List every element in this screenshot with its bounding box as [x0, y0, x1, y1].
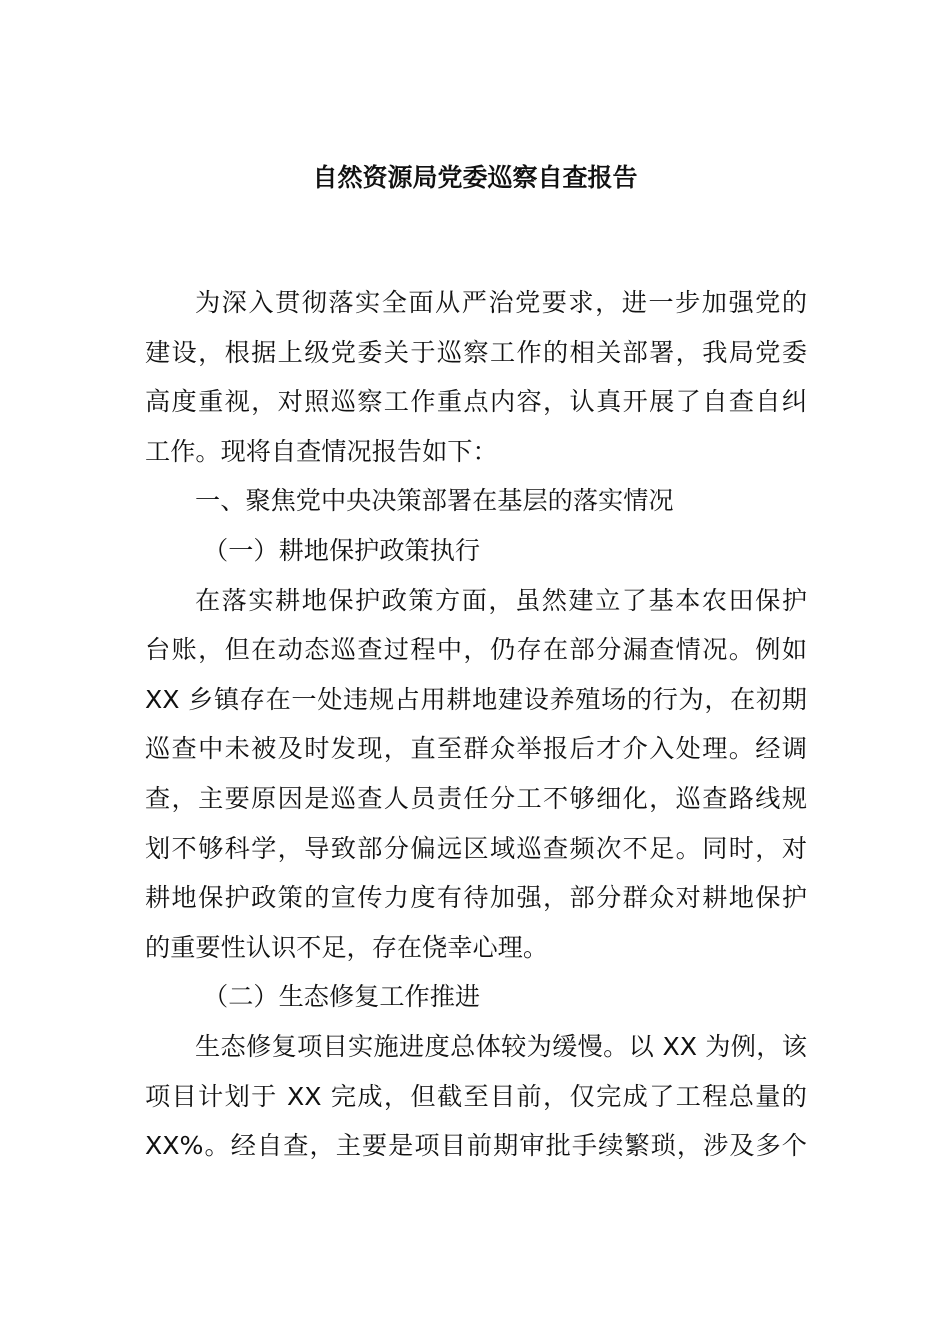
paragraph-line: 在落实耕地保护政策方面，虽然建立了基本农田保护: [195, 585, 807, 615]
paragraph-line: 耕地保护政策的宣传力度有待加强，部分群众对耕地保护: [145, 883, 807, 913]
paragraph-line: 建设，根据上级党委关于巡察工作的相关部署，我局党委: [145, 337, 807, 367]
document-body: [145, 278, 807, 1171]
paragraph-line: 为深入贯彻落实全面从严治党要求，进一步加强党的: [195, 288, 807, 317]
subsection-heading: （二）生态修复工作推进: [203, 982, 481, 1012]
paragraph-line: 的重要性认识不足，存在侥幸心理。: [145, 932, 548, 962]
paragraph-line: 项目计划于 XX 完成，但截至目前，仅完成了工程总量的: [145, 1081, 807, 1111]
paragraph-line: 划不够科学，导致部分偏远区域巡查频次不足。同时，对: [145, 833, 807, 863]
subsection-heading: （一）耕地保护政策执行: [203, 535, 481, 565]
paragraph-line: 高度重视，对照巡察工作重点内容，认真开展了自查自纠: [145, 387, 807, 417]
document-title: 自然资源局党委巡察自查报告: [312, 163, 638, 192]
paragraph-line: XX 乡镇存在一处违规占用耕地建设养殖场的行为，在初期: [145, 684, 807, 714]
paragraph-line: 巡查中未被及时发现，直至群众举报后才介入处理。经调: [145, 734, 807, 764]
paragraph-line: 工作。现将自查情况报告如下：: [145, 436, 498, 466]
paragraph-line: XX%。经自查，主要是项目前期审批手续繁琐，涉及多个: [145, 1131, 807, 1161]
paragraph-line: 生态修复项目实施进度总体较为缓慢。以 XX 为例，该: [195, 1031, 807, 1061]
section-heading: 一、聚焦党中央决策部署在基层的落实情况: [195, 486, 674, 516]
paragraph-line: 查，主要原因是巡查人员责任分工不够细化，巡查路线规: [145, 783, 807, 813]
paragraph-line: 台账，但在动态巡查过程中，仍存在部分漏查情况。例如: [145, 635, 807, 665]
